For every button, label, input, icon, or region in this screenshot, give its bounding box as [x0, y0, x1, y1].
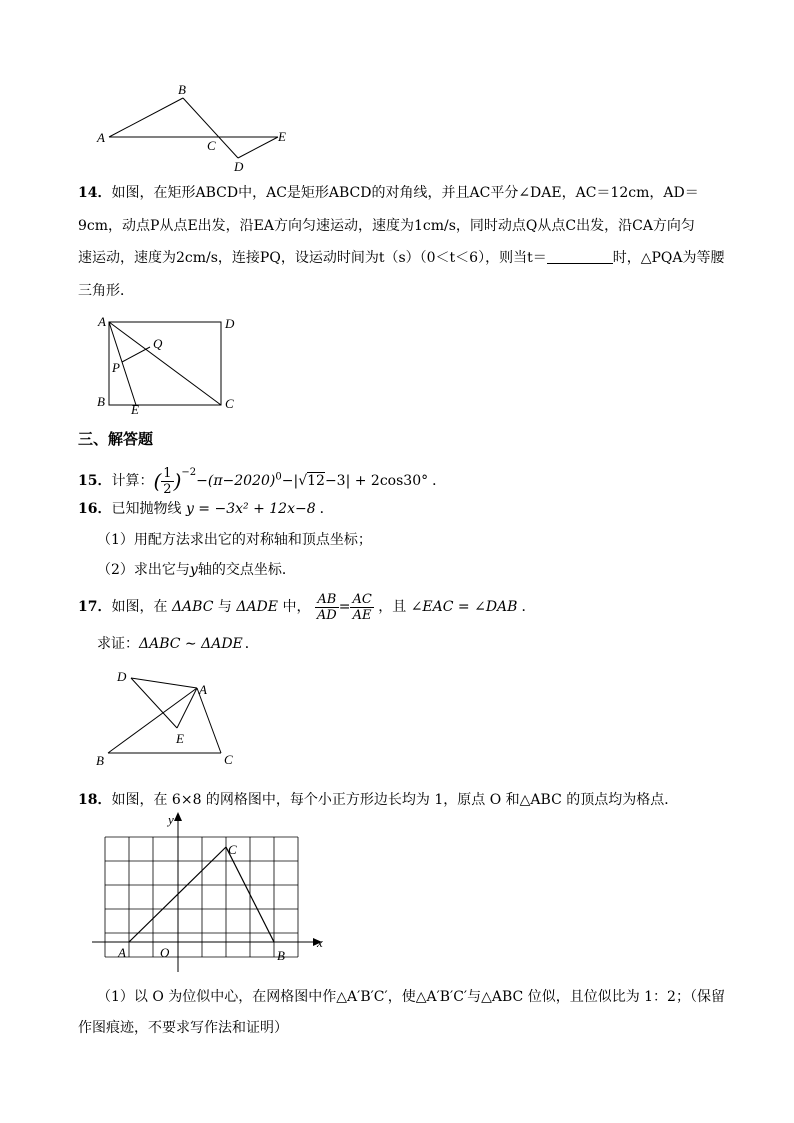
- q15-part4: −3| + 2cos30°: [324, 473, 429, 489]
- q14-text-line3a: 速运动，速度为2cm/s，连接PQ，设运动时间为t（s）（0＜t＜6），则当t＝: [78, 250, 547, 266]
- q17-eq: =: [338, 599, 351, 615]
- q15: 15．计算：( $\frac{1}{2}$ )$^{-2}-(\pi-2020)^0-|√12-3| + 2\cos 30^\circ$ ．: [78, 465, 447, 497]
- q15-fraction: [161, 466, 173, 497]
- label-C: C: [225, 396, 234, 411]
- q18-sub1-line1: （1）以 O 为位似中心，在网格图中作△A′B′C′，使△A′B′C′与△ABC 位似，且位似比为 1：2；（保留: [97, 989, 725, 1005]
- q17-fnum2: AC: [352, 591, 372, 607]
- axis-arrows: [174, 812, 322, 946]
- q16-sub2-var: y: [189, 562, 198, 578]
- figure-q13-lines: [109, 98, 278, 158]
- figure-q14: [0, 300, 300, 420]
- q14-text-line2: 9cm，动点P从点E出发，沿EA方向匀速运动，速度为1cm/s，同时动点Q从点C出发，沿CA方向匀: [78, 218, 695, 234]
- q17-prove-end: ．: [244, 636, 259, 652]
- q17-t3: 中，: [282, 599, 311, 615]
- sqrt-sign: √: [298, 473, 308, 489]
- q15-exp0: 0: [275, 471, 282, 483]
- q17-tri2: ΔADE: [236, 599, 278, 615]
- q17-t2: 与: [217, 599, 232, 615]
- label-C: C: [228, 842, 237, 857]
- q14-line1: [78, 186, 699, 200]
- q17: [78, 590, 535, 624]
- label-P: P: [112, 360, 120, 375]
- q16-sub1: （1）用配方法求出它的对称轴和顶点坐标；: [97, 532, 372, 548]
- q15-frac-den: 2: [163, 481, 172, 497]
- q16-sub2b: 轴的交点坐标．: [197, 562, 296, 578]
- q16-formula: y = −3x² + 12x−8: [185, 501, 316, 517]
- q17-tri1: ΔABC: [171, 599, 214, 615]
- label-C: C: [207, 138, 216, 153]
- q18-sub1-line2: 作图痕迹，不要求写作法和证明）: [78, 1020, 288, 1036]
- figure-q13: [0, 0, 794, 180]
- q16-sub2: [97, 563, 296, 577]
- q17-angles: ∠EAC = ∠DAB: [410, 599, 518, 615]
- label-D: D: [234, 159, 244, 174]
- q15-exp: −2: [181, 467, 197, 478]
- label-D: D: [117, 669, 127, 684]
- q15-frac-num: 1: [163, 465, 172, 481]
- q15-part3: −|: [281, 473, 299, 489]
- y-axis-arrow: [174, 812, 182, 821]
- label-A: A: [199, 682, 207, 697]
- label-E: E: [131, 402, 139, 417]
- q18: [78, 793, 678, 807]
- label-O: O: [160, 945, 170, 960]
- q16-end: ．: [319, 501, 334, 517]
- q15-label: 计算：: [111, 473, 154, 489]
- q15-root: 12: [307, 473, 325, 489]
- label-B: B: [178, 82, 186, 97]
- q17-prove-label: 求证：: [97, 636, 139, 652]
- q17-number: 17．: [78, 599, 112, 615]
- label-E: E: [176, 731, 184, 746]
- q16: [78, 502, 334, 516]
- q17-t4: ，且: [378, 599, 407, 615]
- label-B: B: [277, 948, 285, 963]
- label-y: y: [168, 812, 174, 827]
- q15-number: 15．: [78, 473, 112, 489]
- q14-text-line3b: 时，△PQA为等腰: [612, 250, 725, 266]
- q14-line3: [78, 251, 724, 265]
- q16-number: 16．: [78, 501, 112, 517]
- q14-number: 14．: [78, 185, 112, 201]
- label-E: E: [278, 129, 286, 144]
- q17-fden2: AE: [352, 607, 372, 623]
- label-A: A: [97, 130, 105, 145]
- figure-q18-grid: [0, 810, 340, 980]
- label-B: B: [97, 394, 105, 409]
- answer-blank[interactable]: [547, 251, 613, 264]
- grid-lines: [105, 837, 298, 957]
- q14-text-line1: 如图，在矩形ABCD中，AC是矩形ABCD的对角线，并且AC平分∠DAE，AC＝12cm，AD＝: [111, 185, 699, 201]
- q17-fraction2: [350, 592, 373, 623]
- q17-end: ．: [521, 599, 536, 615]
- q17-fraction1: [315, 592, 339, 623]
- q16-text: 已知抛物线: [111, 501, 182, 517]
- label-A: A: [118, 945, 126, 960]
- label-B: B: [96, 753, 104, 768]
- q17-fden1: AD: [316, 607, 337, 623]
- label-Q: Q: [153, 336, 163, 351]
- label-D: D: [225, 316, 235, 331]
- q16-sub2a: （2）求出它与: [97, 562, 190, 578]
- label-A: A: [98, 314, 106, 329]
- q17-prove: [97, 637, 259, 651]
- label-C: C: [224, 752, 233, 767]
- q17-fnum1: AB: [315, 592, 339, 608]
- figure-q17: [0, 660, 300, 770]
- q17-t1: 如图，在: [111, 599, 168, 615]
- q18-number: 18．: [78, 792, 112, 808]
- q18-text: 如图，在 6×8 的网格图中，每个小正方形边长均为 1，原点 O 和△ABC 的顶点均为格点．: [111, 792, 679, 808]
- label-x: x: [317, 935, 323, 950]
- q15-end: ．: [432, 473, 447, 489]
- figure-q14-lines: [109, 322, 221, 405]
- q14-text-line4: 三角形．: [78, 283, 134, 299]
- section-title: 三、解答题: [78, 430, 154, 448]
- q15-part2: −(π−2020): [196, 473, 276, 489]
- q17-prove-statement: ΔABC ∼ ΔADE: [139, 636, 243, 652]
